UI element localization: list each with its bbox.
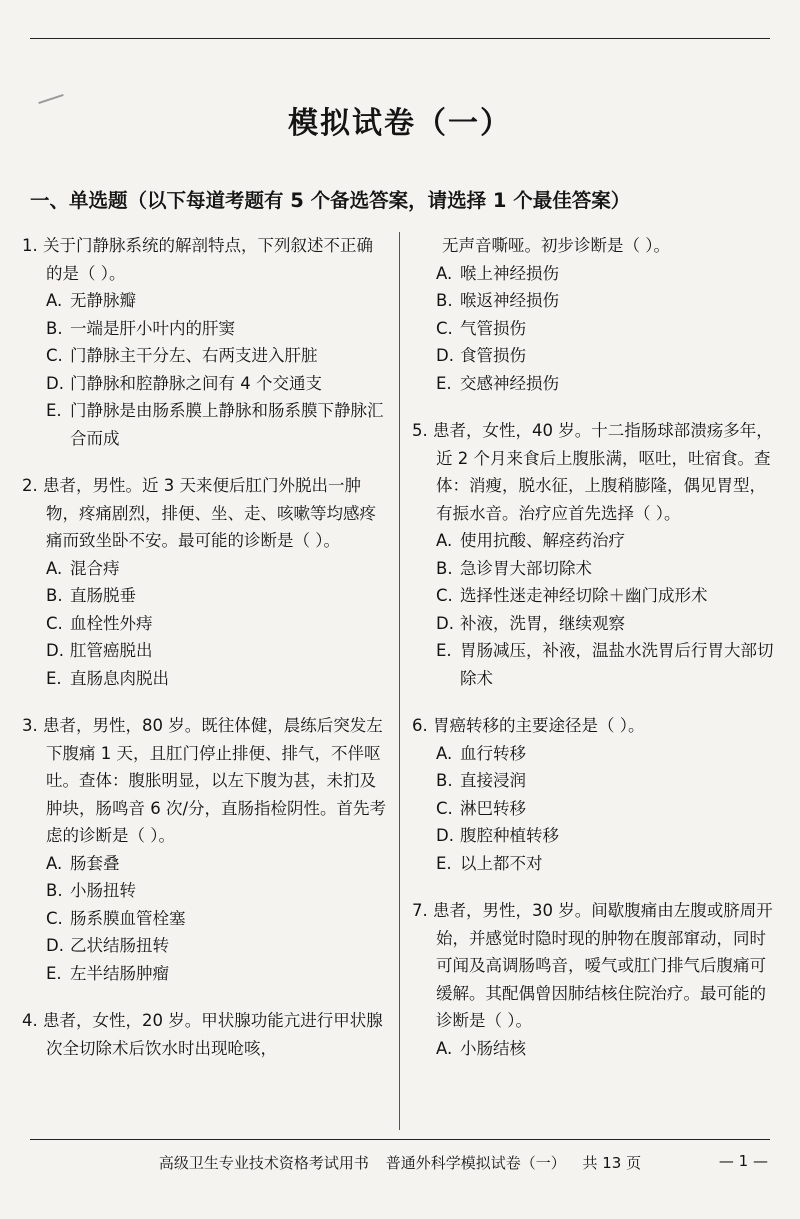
footer — [0, 1152, 800, 1173]
answer-option — [22, 370, 388, 398]
option-text: 左半结肠肿瘤 — [70, 963, 169, 983]
answer-option — [412, 767, 782, 795]
answer-option — [22, 397, 388, 452]
question-block — [412, 417, 782, 692]
question-block — [412, 897, 782, 1062]
option-letter: A. — [46, 853, 63, 873]
option-letter: E. — [46, 668, 62, 688]
option-letter: E. — [46, 963, 62, 983]
answer-option — [22, 582, 388, 610]
question-block — [412, 232, 782, 397]
answer-option — [412, 287, 782, 315]
question-number: 7. — [412, 901, 433, 920]
option-text: 小肠结核 — [460, 1038, 526, 1058]
question-block — [22, 472, 388, 692]
question-block — [22, 712, 388, 987]
top-rule — [30, 38, 770, 39]
question-text: 患者，女性，40 岁。十二指肠球部溃疡多年，近 2 个月来食后上腹胀满，呕吐，吐宿食。查体：消瘦，脱水征，上腹稍膨隆，偶见胃型，有振水音。治疗应首先选择（ ）。 — [433, 421, 773, 523]
option-text: 直肠脱垂 — [70, 586, 136, 605]
question-stem — [412, 232, 782, 260]
column-divider — [399, 232, 400, 1130]
question-block — [412, 712, 782, 877]
option-letter: D. — [436, 826, 454, 845]
bottom-rule — [30, 1139, 770, 1140]
question-text: 关于门静脉系统的解剖特点，下列叙述不正确的是（ ）。 — [43, 236, 373, 283]
option-letter: D. — [436, 346, 454, 365]
answer-option — [412, 637, 782, 692]
answer-option — [22, 342, 388, 370]
option-letter: C. — [46, 346, 63, 365]
answer-option — [22, 850, 388, 878]
question-number: 5. — [412, 421, 433, 440]
answer-option — [412, 342, 782, 370]
option-text: 直接浸润 — [460, 771, 526, 790]
question-stem — [22, 712, 388, 850]
option-letter: C. — [46, 613, 63, 633]
answer-option — [412, 582, 782, 610]
option-text: 肛管癌脱出 — [70, 641, 153, 660]
option-letter: E. — [46, 401, 62, 420]
page-title: 模拟试卷（一） — [288, 106, 512, 141]
answer-option — [22, 610, 388, 638]
option-letter: B. — [436, 291, 453, 310]
answer-option — [22, 905, 388, 933]
question-text: 患者，男性。近 3 天来便后肛门外脱出一肿物，疼痛剧烈，排便、坐、走、咳嗽等均感疼痛而致坐卧不安。最可能的诊断是（ ）。 — [43, 476, 376, 550]
answer-option — [22, 315, 388, 343]
option-text: 喉上神经损伤 — [460, 263, 559, 283]
answer-option — [412, 850, 782, 878]
option-text: 食管损伤 — [460, 346, 526, 365]
footer-book: 高级卫生专业技术资格考试用书 — [158, 1154, 369, 1172]
question-number: 6. — [412, 716, 433, 735]
footer-paper: 普通外科学模拟试卷（一） — [385, 1154, 566, 1172]
question-stem — [412, 897, 782, 1035]
question-number: 2. — [22, 476, 43, 495]
question-text: 患者，男性，80 岁。既往体健，晨练后突发左下腹痛 1 天，且肛门停止排便、排气，不伴呕吐。查体：腹胀明显，以左下腹为甚，未扪及肿块，肠鸣音 6 次/分，直肠指检阴性。首先考虑的诊断是（ ）。 — [43, 716, 387, 845]
answer-option — [412, 555, 782, 583]
option-text: 胃肠减压，补液，温盐水洗胃后行胃大部切除术 — [460, 641, 774, 688]
option-letter: D. — [436, 613, 454, 633]
option-text: 气管损伤 — [460, 318, 526, 338]
option-letter: E. — [436, 853, 452, 873]
option-letter: B. — [46, 318, 63, 338]
answer-option — [22, 555, 388, 583]
option-text: 血栓性外痔 — [70, 613, 153, 633]
question-stem — [22, 232, 388, 287]
left-column — [22, 232, 388, 1082]
option-text: 门静脉是由肠系膜上静脉和肠系膜下静脉汇合而成 — [70, 401, 384, 448]
option-letter: A. — [436, 531, 453, 550]
question-stem — [412, 417, 782, 527]
option-letter: D. — [46, 373, 64, 393]
answer-option — [412, 822, 782, 850]
answer-option — [412, 740, 782, 768]
option-letter: A. — [436, 743, 453, 763]
question-stem — [412, 712, 782, 740]
answer-option — [412, 527, 782, 555]
option-text: 选择性迷走神经切除＋幽门成形术 — [460, 586, 708, 605]
question-block — [22, 1007, 388, 1062]
option-letter: A. — [46, 291, 63, 310]
option-text: 门静脉主干分左、右两支进入肝脏 — [70, 346, 318, 365]
option-letter: B. — [46, 881, 63, 900]
option-letter: D. — [46, 641, 64, 660]
option-text: 淋巴转移 — [460, 798, 526, 818]
option-letter: B. — [436, 771, 453, 790]
answer-option — [22, 287, 388, 315]
question-stem — [22, 472, 388, 555]
answer-option — [22, 665, 388, 693]
question-text: 患者，男性，30 岁。间歇腹痛由左腹或脐周开始，并感觉时隐时现的肿物在腹部窜动，同时可闻及高调肠鸣音，嗳气或肛门排气后腹痛可缓解。其配偶曾因肺结核住院治疗。最可能的诊断是（ ）。 — [433, 901, 773, 1030]
option-text: 一端是肝小叶内的肝窦 — [70, 318, 235, 338]
answer-option — [412, 610, 782, 638]
question-number: 1. — [22, 236, 43, 255]
option-letter: E. — [436, 641, 452, 660]
section-heading: 一、单选题（以下每道考题有 5 个备选答案，请选择 1 个最佳答案） — [30, 189, 631, 212]
answer-option — [412, 260, 782, 288]
answer-option — [412, 795, 782, 823]
option-text: 交感神经损伤 — [460, 373, 559, 393]
option-text: 门静脉和腔静脉之间有 4 个交通支 — [70, 373, 322, 393]
option-text: 以上都不对 — [460, 853, 543, 873]
option-text: 无静脉瓣 — [70, 291, 136, 310]
answer-option — [412, 315, 782, 343]
option-letter: C. — [436, 586, 453, 605]
right-column — [412, 232, 782, 1082]
question-text: 无声音嘶哑。初步诊断是（ ）。 — [442, 236, 670, 255]
answer-option — [412, 370, 782, 398]
option-text: 肠套叠 — [70, 853, 120, 873]
option-text: 使用抗酸、解痉药治疗 — [460, 531, 625, 550]
question-text: 患者，女性，20 岁。甲状腺功能亢进行甲状腺次全切除术后饮水时出现呛咳， — [43, 1011, 383, 1058]
answer-option — [22, 932, 388, 960]
option-letter: E. — [436, 373, 452, 393]
option-text: 腹腔种植转移 — [460, 826, 559, 845]
option-letter: A. — [436, 263, 453, 283]
page-number: — 1 — — [718, 1152, 768, 1170]
option-letter: C. — [46, 908, 63, 928]
answer-option — [22, 877, 388, 905]
option-letter: A. — [436, 1038, 453, 1058]
question-stem — [22, 1007, 388, 1062]
option-text: 急诊胃大部切除术 — [460, 558, 592, 578]
answer-option — [22, 637, 388, 665]
footer-pages: 共 13 页 — [582, 1154, 642, 1172]
question-text: 胃癌转移的主要途径是（ ）。 — [433, 716, 645, 735]
option-text: 喉返神经损伤 — [460, 291, 559, 310]
option-letter: A. — [46, 558, 63, 578]
option-text: 血行转移 — [460, 743, 526, 763]
option-text: 混合痔 — [70, 558, 120, 578]
option-letter: B. — [436, 558, 453, 578]
question-number: 4. — [22, 1011, 43, 1030]
option-text: 乙状结肠扭转 — [70, 936, 169, 955]
option-text: 补液，洗胃，继续观察 — [460, 613, 625, 633]
answer-option — [22, 960, 388, 988]
option-letter: C. — [436, 798, 453, 818]
option-letter: C. — [436, 318, 453, 338]
option-text: 肠系膜血管栓塞 — [70, 908, 186, 928]
option-text: 小肠扭转 — [70, 881, 136, 900]
option-letter: B. — [46, 586, 63, 605]
answer-option — [412, 1035, 782, 1063]
question-block — [22, 232, 388, 452]
option-text: 直肠息肉脱出 — [70, 668, 169, 688]
question-number: 3. — [22, 716, 43, 735]
option-letter: D. — [46, 936, 64, 955]
